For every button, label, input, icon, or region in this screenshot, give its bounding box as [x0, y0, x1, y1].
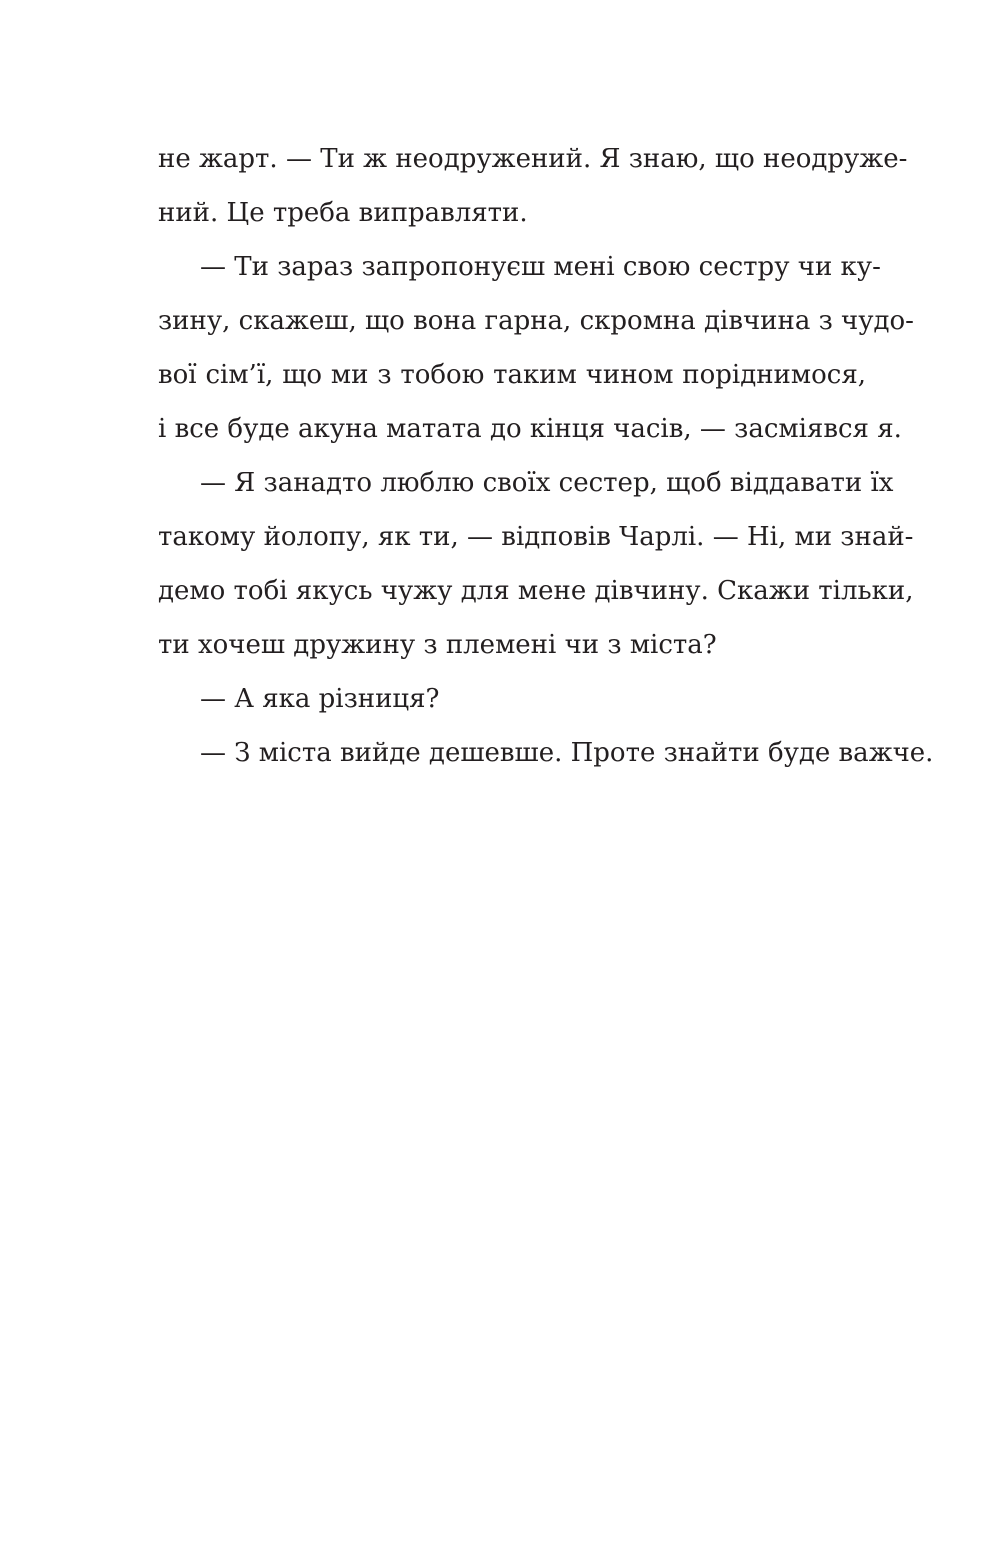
text-line: зину, скажеш, що вона гарна, скромна дівчина з чудо- — [158, 306, 914, 336]
text-line: такому йолопу, як ти, — відповів Чарлі. — Ні, ми знай- — [158, 522, 914, 552]
body-text — [158, 132, 934, 780]
text-line: ти хочеш дружину з племені чи з міста? — [158, 630, 717, 660]
text-line: демо тобі якусь чужу для мене дівчину. Скажи тільки, — [158, 576, 914, 606]
text-line: — А яка різниця? — [200, 684, 440, 714]
text-line: — Ти зараз запропонуєш мені свою сестру чи ку- — [200, 252, 881, 282]
text-line: — Я занадто люблю своїх сестер, щоб віддавати їх — [200, 468, 894, 498]
text-line: вої сім’ї, що ми з тобою таким чином поріднимося, — [158, 360, 866, 390]
text-line: ний. Це треба виправляти. — [158, 198, 528, 228]
text-line: не жарт. — Ти ж неодружений. Я знаю, що неодруже- — [158, 144, 908, 174]
text-line: і все буде акуна матата до кінця часів, — засміявся я. — [158, 414, 902, 444]
text-line: — З міста вийде дешевше. Проте знайти буде важче. — [200, 738, 934, 768]
